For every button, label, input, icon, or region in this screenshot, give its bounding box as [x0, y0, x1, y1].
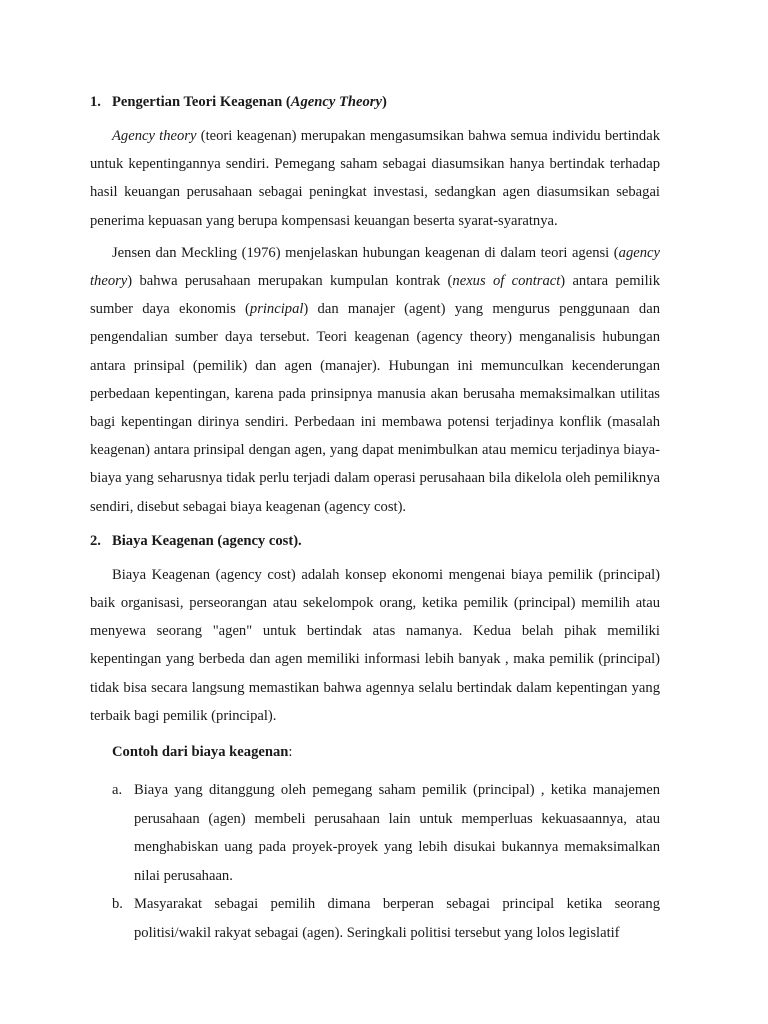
paragraph-jensen-meckling: Jensen dan Meckling (1976) menjelaskan hubungan keagenan di dalam teori agensi (agency theory) bahwa perusahaan merupakan kumpulan kontrak (nexus of contract) antara pemilik sumber daya ekonomis (principal) dan manajer (agent) yang mengurus penggunaan dan pengendalian sumber daya tersebut. Teori keagenan (agency theory) menganalisis hubungan antara prinsipal (pemilik) dan agen (manajer). Hubungan ini memunculkan kecenderungan perbedaan kepentingan, karena pada prinsipnya manusia akan berusaha memaksimalkan utilitas bagi kepentingan dirinya sendiri. Perbedaan ini membawa potensi terjadinya konflik (masalah keagenan) antara prinsipal dengan agen, yang dapat menimbulkan atau memicu terjadinya biaya-biaya yang seharusnya tidak perlu terjadi dalam operasi perusahaan bila dikelola oleh pemiliknya sendiri, disebut sebagai biaya keagenan (agency cost).	[90, 244, 661, 515]
section-1-heading	[90, 88, 660, 116]
list-item-text: Biaya yang ditanggung oleh pemegang saham pemilik (principal) , ketika manajemen perusahaan (agen) membeli perusahaan lain untuk memperluas kekuasaannya, atau menghabiskan uang pada proyek-proyek yang lebih disukai bukannya memaksimalkan nilai perusahaan.	[134, 782, 660, 884]
section-title: Biaya Keagenan (agency cost).	[112, 532, 302, 549]
list-item	[112, 890, 660, 947]
examples-list	[90, 776, 660, 947]
paragraph-agency-cost: Biaya Keagenan (agency cost) adalah konsep ekonomi mengenai biaya pemilik (principal) baik organisasi, perseorangan atau sekelompok orang, ketika pemilik (principal) memilih atau menyewa seorang "agen" untuk bertindak atas namanya. Kedua belah pihak memiliki kepentingan yang berbeda dan agen memiliki informasi lebih banyak , maka pemilik (principal) tidak bisa secara langsung memastikan bahwa agennya selalu bertindak dalam kepentingan yang terbaik bagi pemilik (principal).	[90, 566, 660, 724]
section-title: Pengertian Teori Keagenan (Agency Theory)	[112, 94, 387, 110]
list-item-text: Masyarakat sebagai pemilih dimana berperan sebagai principal ketika seorang politisi/wakil rakyat sebagai (agen). Seringkali politisi tersebut yang lolos legislatif	[134, 896, 660, 941]
paragraph-agency-theory: Agency theory (teori keagenan) merupakan mengasumsikan bahwa semua individu bertindak untuk kepentingannya sendiri. Pemegang saham sebagai diasumsikan hanya bertindak terhadap hasil keuangan perusahaan sebagai peningkat investasi, sedangkan agen diasumsikan sebagai penerima kepuasan yang berupa kompensasi keuangan beserta syarat-syaratnya.	[90, 128, 660, 229]
examples-heading: Contoh dari biaya keagenan:	[112, 744, 293, 761]
section-number: 1.	[90, 94, 101, 110]
list-marker: b.	[112, 896, 123, 913]
section-number: 2.	[90, 532, 101, 549]
section-2-heading	[90, 527, 660, 555]
list-marker: a.	[112, 782, 123, 799]
list-item	[112, 776, 660, 890]
document-body	[90, 88, 660, 947]
